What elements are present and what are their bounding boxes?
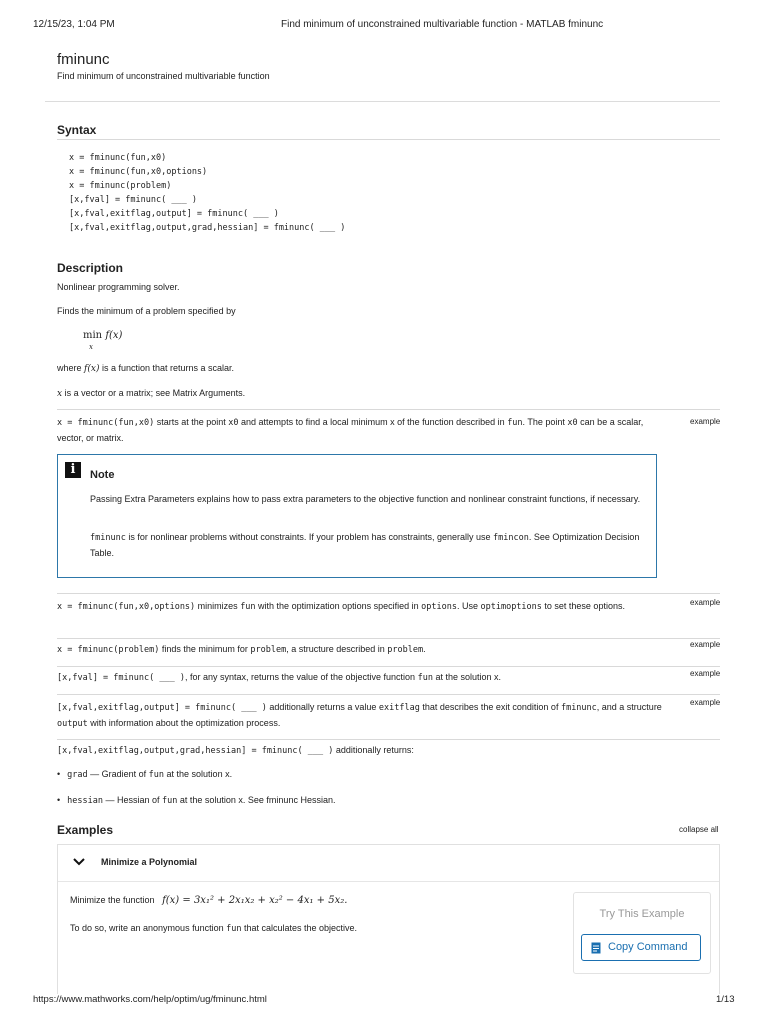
note-box xyxy=(57,454,657,578)
entry-grad-hessian: [x,fval,exitflag,output,grad,hessian] = fminunc( ___ ) additionally returns: xyxy=(57,745,414,756)
bullet: • xyxy=(57,769,61,779)
formula-min: min xyxy=(83,330,103,341)
print-url: https://www.mathworks.com/help/optim/ug/fminunc.html xyxy=(33,994,267,1005)
entry-divider xyxy=(57,593,720,594)
examples-heading: Examples xyxy=(57,823,114,837)
note-p1: Passing Extra Parameters explains how to pass extra parameters to the objective function and nonlinear constraint functions, if necessary. xyxy=(90,494,641,504)
polynomial-formula: f(x) = 3x₁² + 2x₁x₂ + x₂² − 4x₁ + 5x₂. xyxy=(162,895,348,906)
page-title: fminunc xyxy=(57,51,110,68)
entry-options: x = fminunc(fun,x0,options) minimizes fun with the optimization options specified in options. Use optimoptions to set these options. xyxy=(57,601,625,612)
accordion-header[interactable] xyxy=(58,845,719,882)
list-item: • grad — Gradient of fun at the solution x. xyxy=(57,769,233,780)
try-example-panel xyxy=(573,892,711,974)
syntax-line: x = fminunc(problem) xyxy=(69,181,172,191)
description-p2: Finds the minimum of a problem specified by xyxy=(57,306,236,316)
syntax-block xyxy=(69,151,345,235)
info-icon: i xyxy=(65,462,81,478)
syntax-line: [x,fval,exitflag,output,grad,hessian] = fminunc( ___ ) xyxy=(69,223,346,233)
entry-divider xyxy=(57,694,720,695)
entry-divider xyxy=(57,739,720,740)
syntax-line: x = fminunc(fun,x0) xyxy=(69,153,167,163)
copy-command-label: Copy Command xyxy=(608,941,688,953)
example-p2: To do so, write an anonymous function fun that calculates the objective. xyxy=(70,923,358,934)
syntax-heading: Syntax xyxy=(57,123,97,137)
description-p4: x is a vector or a matrix; see Matrix Arguments. xyxy=(57,388,246,399)
formula-subscript: x xyxy=(89,343,93,351)
description-p3: where f(x) is a function that returns a scalar. xyxy=(57,363,235,374)
copy-command-button[interactable] xyxy=(581,934,701,961)
entry-divider xyxy=(57,666,720,667)
copy-icon xyxy=(591,942,601,954)
syntax-line: x = fminunc(fun,x0,options) xyxy=(69,167,208,177)
note-p2: fminunc is for nonlinear problems without constraints. If your problem has constraints, generally use fmincon. See Optimization Decision Table. xyxy=(90,532,640,558)
min-formula xyxy=(83,330,122,341)
syntax-line: [x,fval] = fminunc( ___ ) xyxy=(69,195,197,205)
entry-fun-x0: x = fminunc(fun,x0) starts at the point x0 and attempts to find a local minimum x of the function described in fun. The point x0 can be a scalar, vector, or matrix. xyxy=(57,417,644,443)
collapse-all-link[interactable]: collapse all xyxy=(679,825,719,834)
title-divider xyxy=(45,101,720,102)
example-p1: Minimize the function f(x) = 3x₁² + 2x₁x₂ + x₂² − 4x₁ + 5x₂. xyxy=(70,895,348,906)
entry-divider xyxy=(57,638,720,639)
syntax-line: [x,fval,exitflag,output] = fminunc( ___ ) xyxy=(69,209,279,219)
print-doc-title: Find minimum of unconstrained multivariable function - MATLAB fminunc xyxy=(281,19,604,30)
print-datetime: 12/15/23, 1:04 PM xyxy=(33,19,115,30)
example-link[interactable]: example xyxy=(690,417,721,426)
bullet: • xyxy=(57,795,61,805)
print-page-number: 1/13 xyxy=(716,994,735,1005)
description-p1: Nonlinear programming solver. xyxy=(57,282,180,292)
example-link[interactable]: example xyxy=(690,698,721,707)
entry-exitflag: [x,fval,exitflag,output] = fminunc( ___ ) additionally returns a value exitflag that describes the exit condition of fminunc, and a structure output with information about the optimization process. xyxy=(57,702,662,729)
chevron-down-icon xyxy=(73,857,85,867)
note-title: Note xyxy=(90,469,115,481)
page-subtitle: Find minimum of unconstrained multivariable function xyxy=(57,71,270,81)
description-heading: Description xyxy=(57,261,124,275)
example-link[interactable]: example xyxy=(690,598,721,607)
accordion-title: Minimize a Polynomial xyxy=(101,857,198,867)
example-link[interactable]: example xyxy=(690,640,721,649)
formula-fx: f(x) xyxy=(105,330,123,341)
entry-divider xyxy=(57,409,720,410)
returns-list xyxy=(57,767,335,809)
syntax-divider xyxy=(57,139,720,140)
try-example-button[interactable]: Try This Example xyxy=(599,908,685,920)
list-item: • hessian — Hessian of fun at the solution x. See fminunc Hessian. xyxy=(57,795,336,806)
entry-problem: x = fminunc(problem) finds the minimum for problem, a structure described in problem. xyxy=(57,644,426,655)
entry-fval: [x,fval] = fminunc( ___ ), for any syntax, returns the value of the objective function fun at the solution x. xyxy=(57,672,501,683)
example-link[interactable]: example xyxy=(690,669,721,678)
